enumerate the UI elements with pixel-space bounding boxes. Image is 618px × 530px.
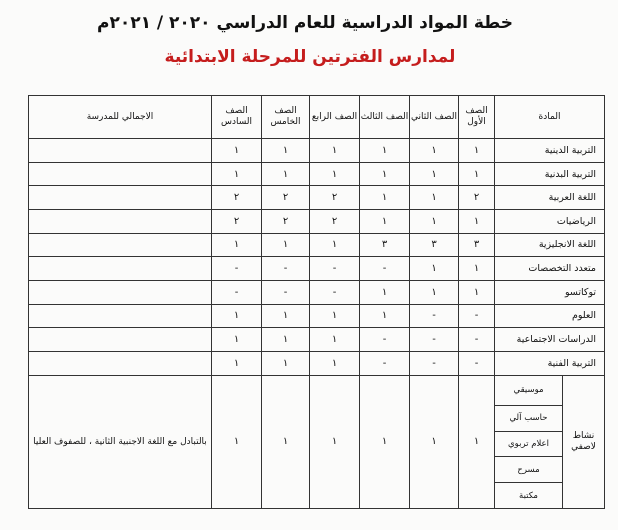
value-cell: ١ bbox=[212, 328, 262, 352]
activity-value: ١ bbox=[262, 375, 310, 508]
value-cell: ١ bbox=[410, 257, 459, 281]
subject-cell: التربية الدينية bbox=[495, 139, 605, 163]
value-cell: ٢ bbox=[212, 209, 262, 233]
value-cell: ٢ bbox=[459, 186, 495, 210]
header-grade-2: الصف الثاني bbox=[410, 96, 459, 139]
value-cell: ١ bbox=[310, 328, 360, 352]
value-cell: ١ bbox=[212, 351, 262, 375]
header-grade-3: الصف الثالث bbox=[360, 96, 410, 139]
header-grade-1: الصف الأول bbox=[459, 96, 495, 139]
header-total: الاجمالي للمدرسة bbox=[29, 96, 212, 139]
subject-cell: اللغة العربية bbox=[495, 186, 605, 210]
value-cell: ١ bbox=[212, 233, 262, 257]
value-cell: ١ bbox=[410, 139, 459, 163]
value-cell: - bbox=[459, 304, 495, 328]
total-cell bbox=[29, 162, 212, 186]
value-cell: ١ bbox=[262, 351, 310, 375]
value-cell: - bbox=[410, 351, 459, 375]
activity-value: ١ bbox=[212, 375, 262, 508]
total-cell bbox=[29, 304, 212, 328]
activity-item: اعلام تربوي bbox=[495, 431, 563, 457]
activity-value: ١ bbox=[459, 375, 495, 508]
value-cell: ٢ bbox=[212, 186, 262, 210]
header-grade-4: الصف الرابع bbox=[310, 96, 360, 139]
value-cell: - bbox=[310, 257, 360, 281]
value-cell: ١ bbox=[310, 351, 360, 375]
value-cell: - bbox=[310, 280, 360, 304]
header-row bbox=[29, 96, 605, 139]
table-row bbox=[29, 304, 605, 328]
value-cell: ١ bbox=[410, 162, 459, 186]
page-title: خطة المواد الدراسية للعام الدراسي ٢٠٢٠ / ٢٠٢١م bbox=[96, 13, 513, 33]
value-cell: ١ bbox=[410, 209, 459, 233]
table-row bbox=[29, 209, 605, 233]
header-subject: المادة bbox=[495, 96, 605, 139]
value-cell: ١ bbox=[212, 139, 262, 163]
subject-cell: العلوم bbox=[495, 304, 605, 328]
subject-cell: متعدد التخصصات bbox=[495, 257, 605, 281]
activity-item: مكتبة bbox=[495, 483, 563, 509]
subject-cell: اللغة الانجليزية bbox=[495, 233, 605, 257]
value-cell: ١ bbox=[459, 257, 495, 281]
value-cell: ١ bbox=[262, 233, 310, 257]
value-cell: - bbox=[262, 257, 310, 281]
total-cell bbox=[29, 233, 212, 257]
value-cell: ٣ bbox=[360, 233, 410, 257]
activity-item: مسرح bbox=[495, 457, 563, 483]
table-row bbox=[29, 257, 605, 281]
value-cell: - bbox=[410, 328, 459, 352]
value-cell: ٣ bbox=[459, 233, 495, 257]
value-cell: ١ bbox=[310, 304, 360, 328]
table-row bbox=[29, 186, 605, 210]
table-row bbox=[29, 328, 605, 352]
value-cell: ١ bbox=[360, 209, 410, 233]
value-cell: ١ bbox=[360, 304, 410, 328]
subject-cell: التربية الفنية bbox=[495, 351, 605, 375]
activity-label: نشاط لاصفي bbox=[563, 375, 605, 508]
value-cell: - bbox=[360, 328, 410, 352]
value-cell: ١ bbox=[310, 233, 360, 257]
subject-cell: توكاتسو bbox=[495, 280, 605, 304]
value-cell: - bbox=[459, 328, 495, 352]
total-cell bbox=[29, 351, 212, 375]
value-cell: ١ bbox=[360, 162, 410, 186]
table-row bbox=[29, 280, 605, 304]
value-cell: ١ bbox=[310, 162, 360, 186]
activity-total-note: بالتبادل مع اللغة الاجنبية الثانية ، للصفوف العليا bbox=[29, 375, 212, 508]
value-cell: ١ bbox=[459, 280, 495, 304]
value-cell: ١ bbox=[262, 162, 310, 186]
value-cell: ١ bbox=[360, 139, 410, 163]
curriculum-table bbox=[28, 95, 605, 509]
activity-value: ١ bbox=[310, 375, 360, 508]
activity-value: ١ bbox=[410, 375, 459, 508]
subject-cell: التربية البدنية bbox=[495, 162, 605, 186]
value-cell: ٢ bbox=[310, 186, 360, 210]
value-cell: ٢ bbox=[310, 209, 360, 233]
value-cell: ١ bbox=[262, 139, 310, 163]
value-cell: ٢ bbox=[262, 186, 310, 210]
table-row bbox=[29, 233, 605, 257]
total-cell bbox=[29, 209, 212, 233]
value-cell: ١ bbox=[310, 139, 360, 163]
total-cell bbox=[29, 139, 212, 163]
value-cell: ١ bbox=[262, 328, 310, 352]
table-row bbox=[29, 139, 605, 163]
table-row bbox=[29, 351, 605, 375]
total-cell bbox=[29, 186, 212, 210]
value-cell: ١ bbox=[410, 186, 459, 210]
activity-item: حاسب آلي bbox=[495, 405, 563, 431]
value-cell: - bbox=[459, 351, 495, 375]
value-cell: ١ bbox=[262, 304, 310, 328]
value-cell: ١ bbox=[410, 280, 459, 304]
total-cell bbox=[29, 257, 212, 281]
page-subtitle: لمدارس الفترتين للمرحلة الابتدائية bbox=[164, 47, 456, 67]
value-cell: - bbox=[410, 304, 459, 328]
value-cell: ١ bbox=[459, 209, 495, 233]
value-cell: ٣ bbox=[410, 233, 459, 257]
activity-value: ١ bbox=[360, 375, 410, 508]
value-cell: ١ bbox=[212, 162, 262, 186]
value-cell: - bbox=[360, 351, 410, 375]
header-grade-5: الصف الخامس bbox=[262, 96, 310, 139]
activity-item: موسيقي bbox=[495, 375, 563, 405]
value-cell: - bbox=[262, 280, 310, 304]
value-cell: ١ bbox=[212, 304, 262, 328]
subject-cell: الرياضيات bbox=[495, 209, 605, 233]
activity-row bbox=[29, 375, 605, 405]
header-grade-6: الصف السادس bbox=[212, 96, 262, 139]
subject-cell: الدراسات الاجتماعية bbox=[495, 328, 605, 352]
total-cell bbox=[29, 280, 212, 304]
value-cell: ١ bbox=[360, 280, 410, 304]
value-cell: ١ bbox=[459, 139, 495, 163]
value-cell: - bbox=[212, 280, 262, 304]
total-cell bbox=[29, 328, 212, 352]
value-cell: ١ bbox=[360, 186, 410, 210]
value-cell: ١ bbox=[459, 162, 495, 186]
value-cell: - bbox=[212, 257, 262, 281]
table-row bbox=[29, 162, 605, 186]
value-cell: - bbox=[360, 257, 410, 281]
value-cell: ٢ bbox=[262, 209, 310, 233]
